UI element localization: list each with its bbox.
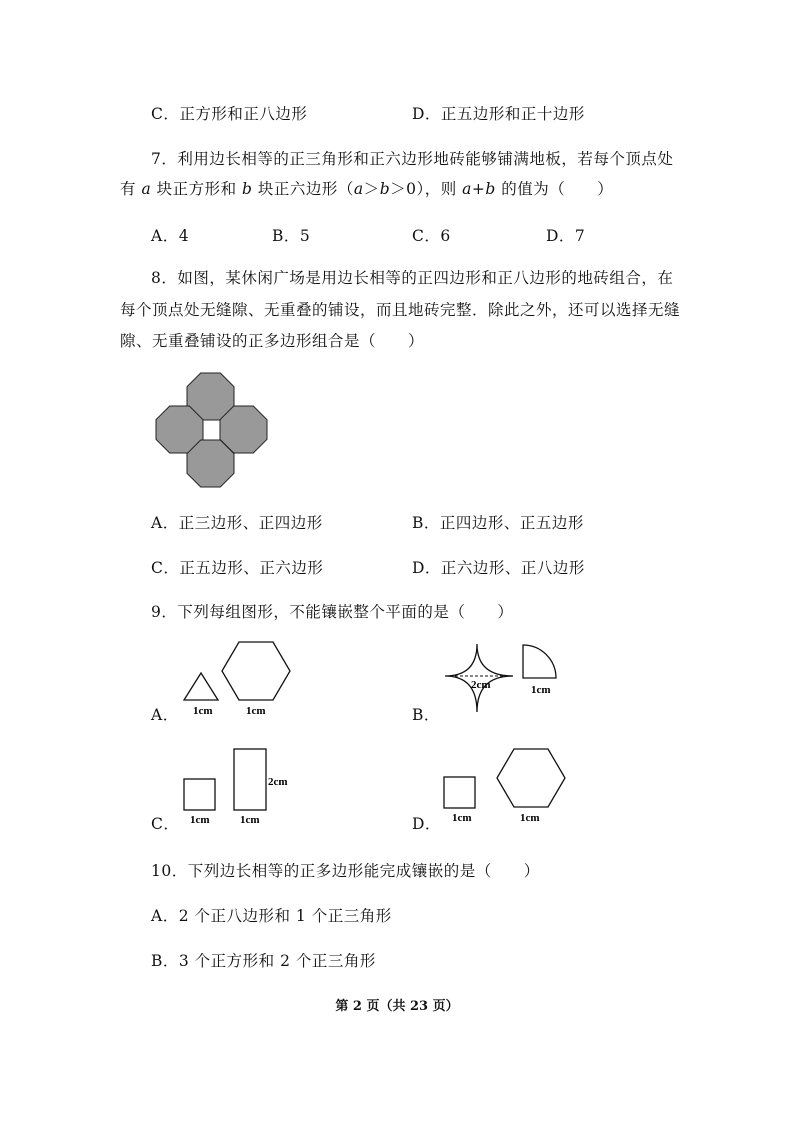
triangle-shape xyxy=(184,673,218,700)
q9-figure-b xyxy=(440,640,565,720)
fig-c-label-2: 1cm xyxy=(240,814,260,826)
q9-figure-c xyxy=(180,745,300,827)
q9-option-d-letter: D． xyxy=(412,815,441,833)
q9-option-c-letter: C． xyxy=(151,815,180,833)
fig-b-label-1: 2cm xyxy=(471,679,491,691)
q8-stem-line1: 8．如图，某休闲广场是用边长相等的正四边形和正八边形的地砖组合，在 xyxy=(151,269,674,287)
hexagon-shape xyxy=(222,642,290,700)
q10-option-b: B．3 个正方形和 2 个正三角形 xyxy=(151,952,376,970)
q7-option-a: A．4 xyxy=(151,227,190,245)
q10-stem: 10．下列边长相等的正多边形能完成镶嵌的是（ ） xyxy=(151,862,540,880)
q8-option-a: A．正三边形、正四边形 xyxy=(151,514,323,532)
hexagon-shape xyxy=(497,749,565,807)
q9-figure-d xyxy=(440,745,570,827)
q9-option-b-letter: B． xyxy=(412,706,440,724)
fig-c-label-3: 2cm xyxy=(268,776,288,788)
q8-option-b: B．正四边形、正五边形 xyxy=(412,514,584,532)
q7-option-b: B．5 xyxy=(272,227,311,245)
small-square-shape xyxy=(184,779,215,810)
q9-stem: 9．下列每组图形，不能镶嵌整个平面的是（ ） xyxy=(151,603,514,621)
small-square-shape xyxy=(444,777,475,808)
q9-option-a-letter: A． xyxy=(151,706,179,724)
rectangle-shape xyxy=(234,749,266,810)
q9-figure-a xyxy=(180,638,300,720)
q6-option-d: D．正五边形和正十边形 xyxy=(412,105,585,123)
q10-option-a: A．2 个正八边形和 1 个正三角形 xyxy=(151,907,392,925)
q8-stem-line2: 每个顶点处无缝隙、无重叠的铺设，而且地砖完整．除此之外，还可以选择无缝 xyxy=(120,301,681,319)
fig-b-label-2: 1cm xyxy=(531,684,551,696)
center-square xyxy=(203,420,220,440)
q8-option-d: D．正六边形、正八边形 xyxy=(412,559,585,577)
q7-option-d: D．7 xyxy=(546,227,586,245)
q7-stem-line1: 7．利用边长相等的正三角形和正六边形地砖能够铺满地板，若每个顶点处 xyxy=(151,150,674,168)
quarter-circle-shape xyxy=(523,645,556,678)
fig-d-label-1: 1cm xyxy=(452,812,472,824)
fig-d-label-2: 1cm xyxy=(520,812,540,824)
q7-stem-line2: 有 a 块正方形和 b 块正六边形（a＞b＞0），则 a+b 的值为（ ） xyxy=(120,180,614,198)
octagon-bottom xyxy=(187,440,234,487)
q6-option-c: C．正方形和正八边形 xyxy=(151,105,308,123)
octagon-right xyxy=(220,406,267,453)
fig-a-label-2: 1cm xyxy=(246,705,266,717)
fig-c-label-1: 1cm xyxy=(190,814,210,826)
q8-tiling-figure xyxy=(150,368,280,493)
fig-a-label-1: 1cm xyxy=(193,705,213,717)
q8-stem-line3: 隙、无重叠铺设的正多边形组合是（ ） xyxy=(120,332,425,350)
q8-option-c: C．正五边形、正六边形 xyxy=(151,559,324,577)
page-footer: 第 2 页（共 23 页） xyxy=(335,999,459,1014)
q7-option-c: C．6 xyxy=(412,227,451,245)
concave-star-shape xyxy=(445,644,513,712)
